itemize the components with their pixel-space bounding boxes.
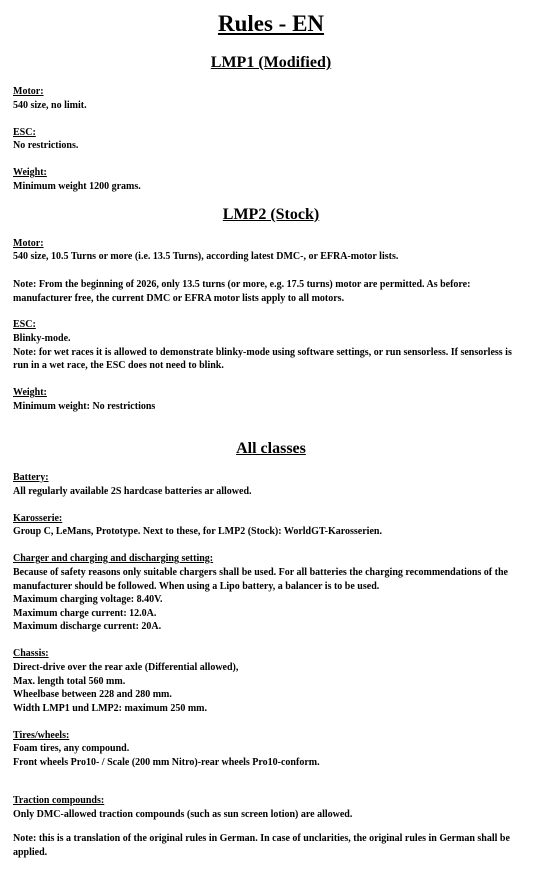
lmp2-motor-text: 540 size, 10.5 Turns or more (i.e. 13.5 Turns), according latest DMC-, or EFRA-motor lists. bbox=[13, 251, 399, 262]
lmp2-esc-text: Blinky-mode. Note: for wet races it is allowed to demonstrate blinky-mode using software settings, or run sensorless. If sensorless is run in a wet race, the ESC does not need to blink. bbox=[13, 333, 512, 372]
all-classes-heading: All classes bbox=[236, 440, 306, 457]
lmp2-motor-label: Motor: bbox=[13, 238, 44, 249]
lmp1-esc-label: ESC: bbox=[13, 127, 36, 138]
tires-text: Foam tires, any compound. Front wheels Pro10- / Scale (200 mm Nitro)-rear wheels Pro10-conform. bbox=[13, 743, 320, 768]
charger-text: Because of safety reasons only suitable chargers shall be used. For all batteries the charging recommendations of the manufacturer should be followed. When using a Lipo battery, a balancer is to be used. Maximum charging voltage: 8.40V. Maximum charge current: 12.0A. Maximum discharge current: 20A. bbox=[13, 567, 508, 633]
translation-note: Note: this is a translation of the original rules in German. In case of unclarities, the original rules in German shall be applied. bbox=[13, 833, 510, 858]
tires-label: Tires/wheels: bbox=[13, 730, 70, 741]
traction-label-colon: : bbox=[100, 795, 105, 806]
traction-text: Only DMC-allowed traction compounds (such as sun screen lotion) are allowed. bbox=[13, 809, 353, 820]
lmp2-heading: LMP2 (Stock) bbox=[222, 206, 320, 223]
battery-label: Battery: bbox=[13, 472, 49, 483]
body-text: Group C, LeMans, Prototype. Next to these, for LMP2 (Stock): WorldGT-Karosserien. bbox=[13, 526, 382, 537]
lmp1-weight-text: Minimum weight 1200 grams. bbox=[13, 181, 141, 192]
traction-label: Traction compounds: bbox=[13, 795, 105, 806]
page-title: Rules - EN bbox=[217, 11, 325, 36]
charger-label: Charger and charging and discharging setting: bbox=[13, 553, 214, 564]
lmp1-weight-label: Weight: bbox=[13, 167, 47, 178]
battery-text: All regularly available 2S hardcase batteries ar allowed. bbox=[13, 486, 252, 497]
lmp1-heading: LMP1 (Modified) bbox=[210, 54, 332, 71]
lmp2-esc-label: ESC: bbox=[13, 319, 36, 330]
chassis-text: Direct-drive over the rear axle (Differential allowed), Max. length total 560 mm. Wheelbase between 228 and 280 mm. Width LMP1 und LMP2: maximum 250 mm. bbox=[13, 662, 239, 714]
lmp2-weight-label: Weight: bbox=[13, 387, 47, 398]
lmp2-weight-text: Minimum weight: No restrictions bbox=[13, 401, 156, 412]
body-label: Karosserie: bbox=[13, 513, 63, 524]
lmp1-motor-label: Motor: bbox=[13, 86, 44, 97]
lmp1-esc-text: No restrictions. bbox=[13, 140, 79, 151]
chassis-label: Chassis: bbox=[13, 648, 49, 659]
lmp2-motor-note: Note: From the beginning of 2026, only 13.5 turns (or more, e.g. 17.5 turns) motor are permitted. As before: manufacturer free, the current DMC or EFRA motor lists apply to all motors. bbox=[13, 279, 471, 304]
lmp1-motor-text: 540 size, no limit. bbox=[13, 100, 87, 111]
